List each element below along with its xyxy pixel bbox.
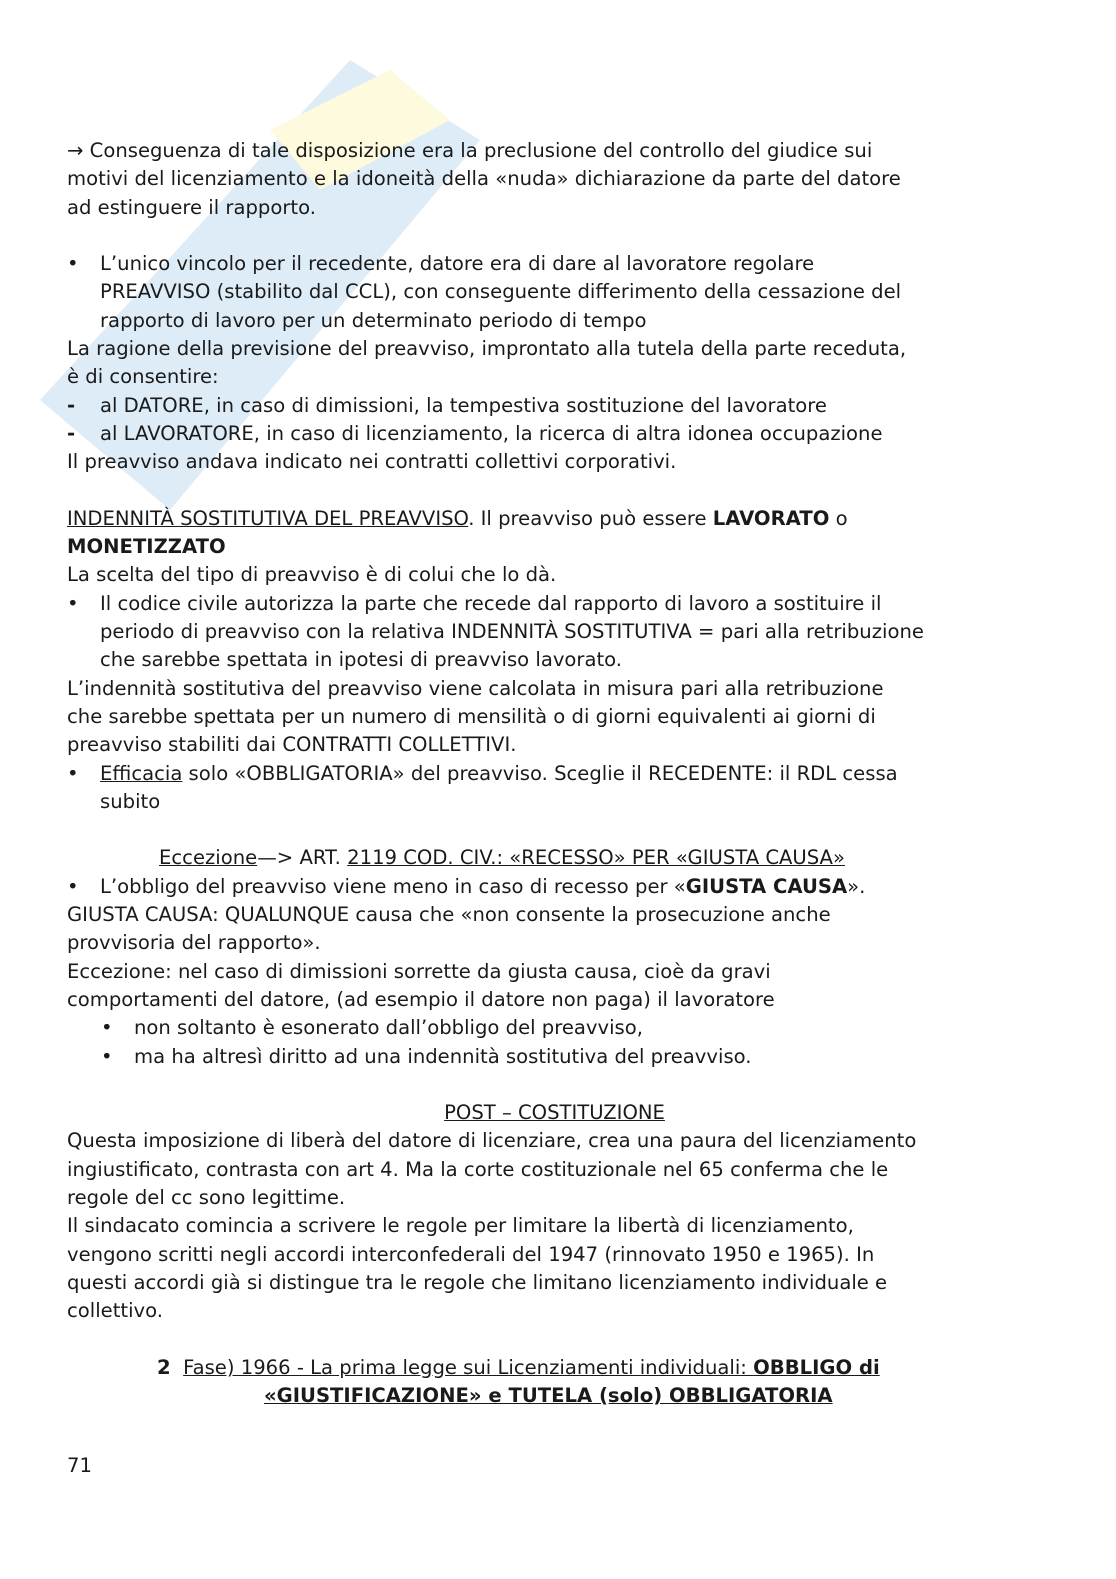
heading-underlined: INDENNITÀ SOSTITUTIVA DEL PREAVVISO bbox=[67, 506, 469, 530]
text-line: La scelta del tipo di preavviso è di colui che lo dà. bbox=[67, 563, 557, 587]
text-line: rapporto di lavoro per un determinato periodo di tempo bbox=[100, 308, 647, 332]
text-line: collettivo. bbox=[67, 1299, 163, 1323]
bold-text: LAVORATO bbox=[712, 506, 830, 530]
text-line: • Il codice civile autorizza la parte che recede dal rapporto di lavoro a sostituire il bbox=[100, 591, 882, 615]
text-line: Eccezione: nel caso di dimissioni sorrette da giusta causa, cioè da gravi bbox=[67, 959, 771, 983]
text: Fase) 1966 - La prima legge sui Licenziamenti individuali: bbox=[183, 1355, 754, 1379]
section-heading-eccezione bbox=[67, 844, 1057, 872]
text: —> ART. bbox=[257, 846, 348, 870]
text: . Il preavviso può essere bbox=[468, 506, 713, 530]
underlined-text: 2119 COD. CIV.: «RECESSO» PER «GIUSTA CAUSA» bbox=[347, 846, 845, 870]
text-line: L’indennità sostitutiva del preavviso viene calcolata in misura pari alla retribuzione bbox=[67, 676, 884, 700]
dash-item: - al DATORE, in caso di dimissioni, la tempestiva sostituzione del lavoratore bbox=[67, 392, 1057, 420]
section-heading-fase-2 bbox=[67, 1354, 1057, 1382]
text-line: periodo di preavviso con la relativa INDENNITÀ SOSTITUTIVA = pari alla retribuzione bbox=[100, 620, 924, 644]
underlined-text: Efficacia bbox=[100, 761, 183, 785]
sub-bullet-item: • non soltanto è esonerato dall’obbligo del preavviso, bbox=[67, 1014, 1057, 1042]
text-line: GIUSTA CAUSA: QUALUNQUE causa che «non consente la prosecuzione anche bbox=[67, 903, 831, 927]
text-line: che sarebbe spettata per un numero di mensilità o di giorni equivalenti ai giorni di bbox=[67, 704, 876, 728]
text-line: preavviso stabiliti dai CONTRATTI COLLETTIVI. bbox=[67, 733, 517, 757]
text-line: PREAVVISO (stabilito dal CCL), con conseguente differimento della cessazione del bbox=[100, 280, 902, 304]
bullet-item bbox=[67, 250, 1057, 335]
text-line: regole del cc sono legittime. bbox=[67, 1185, 346, 1209]
text: o bbox=[829, 506, 848, 530]
bold-text: MONETIZZATO bbox=[67, 535, 226, 559]
page-number: 71 bbox=[67, 1454, 92, 1477]
text-line: subito bbox=[100, 789, 161, 813]
text-line: motivi del licenziamento e la idoneità della «nuda» dichiarazione da parte del datore bbox=[67, 167, 901, 191]
text-line: → Conseguenza di tale disposizione era la preclusione del controllo del giudice sui bbox=[67, 139, 873, 162]
text-line: è di consentire: bbox=[67, 365, 219, 389]
sub-bullet-item: • ma ha altresì diritto ad una indennità sostitutiva del preavviso. bbox=[67, 1043, 1057, 1071]
text-line: • L’unico vincolo per il recedente, datore era di dare al lavoratore regolare bbox=[100, 252, 815, 276]
paragraph-consequence bbox=[67, 137, 1057, 222]
bullet-item bbox=[67, 760, 1057, 817]
bold-text: «GIUSTIFICAZIONE» e TUTELA (solo) OBBLIGATORIA bbox=[264, 1384, 833, 1408]
document-body bbox=[67, 137, 1057, 1410]
text-line: ad estinguere il rapporto. bbox=[67, 195, 316, 219]
text: L’obbligo del preavviso viene meno in caso di recesso per « bbox=[100, 874, 686, 898]
text-line: Questa imposizione di liberà del datore di licenziare, crea una paura del licenziamento bbox=[67, 1129, 917, 1153]
bold-text: OBBLIGO di bbox=[753, 1355, 880, 1379]
text-line: provvisoria del rapporto». bbox=[67, 931, 321, 955]
bullet-item bbox=[67, 590, 1057, 675]
text-line: Il preavviso andava indicato nei contratti collettivi corporativi. bbox=[67, 450, 677, 474]
text: ». bbox=[847, 874, 866, 898]
text: solo «OBBLIGATORIA» del preavviso. Sceglie il RECEDENTE: il RDL cessa bbox=[182, 761, 898, 785]
section-heading-post-costituzione: POST – COSTITUZIONE bbox=[444, 1101, 665, 1125]
text-line: comportamenti del datore, (ad esempio il datore non paga) il lavoratore bbox=[67, 987, 775, 1011]
text-line: ingiustificato, contrasta con art 4. Ma la corte costituzionale nel 65 conferma che le bbox=[67, 1157, 889, 1181]
bold-text: GIUSTA CAUSA bbox=[685, 874, 848, 898]
text-line: Il sindacato comincia a scrivere le regole per limitare la libertà di licenziamento, bbox=[67, 1214, 854, 1238]
text-line: vengono scritti negli accordi interconfederali del 1947 (rinnovato 1950 e 1965). In bbox=[67, 1242, 875, 1266]
text-line: questi accordi già si distingue tra le regole che limitano licenziamento individuale e bbox=[67, 1270, 888, 1294]
dash-item: - al LAVORATORE, in caso di licenziamento, la ricerca di altra idonea occupazione bbox=[67, 420, 1057, 448]
bullet-item bbox=[67, 873, 1057, 901]
text-line: La ragione della previsione del preavviso, improntato alla tutela della parte receduta, bbox=[67, 337, 907, 361]
text-line: che sarebbe spettata in ipotesi di preavviso lavorato. bbox=[100, 648, 623, 672]
section-heading-indennita bbox=[67, 505, 1057, 533]
underlined-text: Eccezione bbox=[159, 846, 258, 870]
heading-number: 2 bbox=[157, 1355, 171, 1379]
